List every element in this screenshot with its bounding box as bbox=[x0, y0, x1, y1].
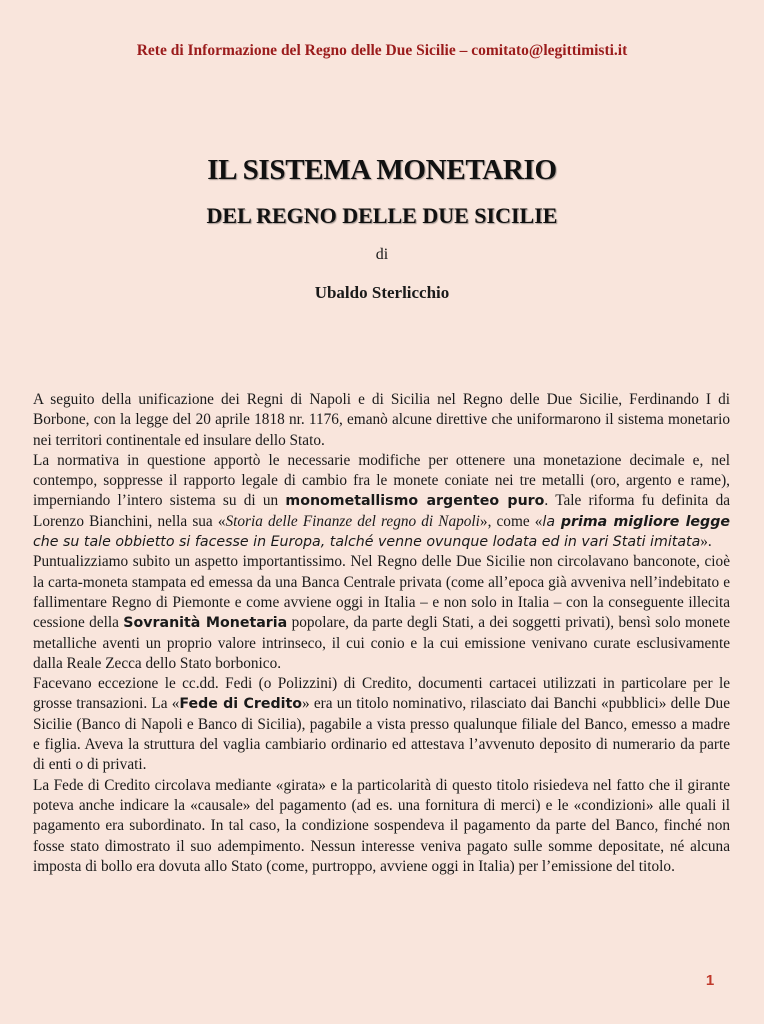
p2-text: ». bbox=[700, 533, 712, 551]
p2-text: », come « bbox=[479, 512, 543, 530]
page-number: 1 bbox=[705, 972, 715, 989]
p3-text: Puntualizziamo subito un aspetto importantissimo. Nel Regno delle Due Sicilie non circolavano banconote, cioè la carta-moneta stampata ed emessa da una Banca Centrale privata (come all’epoca già avveniva nell’indebitato e fallimentare Regno di Piemonte e come avviene oggi in Italia – e non solo in Italia – con la conseguente illecita cessione della bbox=[33, 553, 730, 632]
byline-di: di bbox=[375, 246, 389, 263]
document-title: IL SISTEMA MONETARIO bbox=[207, 154, 557, 186]
article-body bbox=[33, 390, 730, 877]
document-subtitle: DEL REGNO DELLE DUE SICILIE bbox=[206, 203, 558, 228]
p2-bold-phrase: monometallismo argenteo puro bbox=[285, 493, 545, 510]
paragraph-3 bbox=[33, 552, 730, 674]
author-name: Ubaldo Sterlicchio bbox=[314, 283, 450, 302]
p2-quote: che su tale obbietto si facesse in Europa, talché venne ovunque lodata ed in vari Stati imitata bbox=[33, 534, 701, 551]
page-header: Rete di Informazione del Regno delle Due Sicilie – comitato@legittimisti.it bbox=[136, 42, 628, 59]
paragraph-1: A seguito della unificazione dei Regni di Napoli e di Sicilia nel Regno delle Due Sicilie, Ferdinando I di Borbone, con la legge del 20 aprile 1818 nr. 1176, emanò alcune direttive che uniformarono il sistema monetario nei territori continentale ed insulare dello Stato. bbox=[33, 391, 730, 449]
p2-book-title: Storia delle Finanze del regno di Napoli bbox=[225, 512, 480, 530]
p4-bold-phrase: Fede di Credito bbox=[179, 696, 303, 713]
p3-text: popolare, da parte degli Stati, a dei soggetti privati), bensì solo monete metalliche aventi un proprio valore intrinseco, il cui conio e la cui emissione venivano curate esclusivamente dalla Reale Zecca dello Stato borbonico. bbox=[33, 614, 730, 672]
paragraph-2 bbox=[33, 451, 730, 552]
p2-quote-bold: prima migliore legge bbox=[560, 513, 730, 530]
p3-bold-phrase: Sovranità Monetaria bbox=[123, 615, 288, 632]
paragraph-5: La Fede di Credito circolava mediante «girata» e la particolarità di questo titolo risiedeva nel fatto che il girante poteva anche indicare la «causale» del pagamento (ad es. una fornitura di merci) e le «condizioni» alle quali il pagamento era subordinato. In tal caso, la condizione sospendeva il pagamento da parte del Banco, finché non fosse stato dimostrato il suo adempimento. Nessun interesse veniva pagato sulle somme depositate, né alcuna imposta di bollo era dovuta allo Stato (come, purtroppo, avviene oggi in Italia) per l’emissione del titolo. bbox=[33, 776, 730, 875]
p4-text: Facevano eccezione le cc.dd. Fedi (o Polizzini) di Credito, documenti cartacei utilizzati in particolare per le grosse transazioni. La « bbox=[33, 675, 730, 713]
paragraph-4 bbox=[33, 674, 730, 775]
p2-quote: la bbox=[542, 513, 561, 530]
p4-text: » era un titolo nominativo, rilasciato dai Banchi «pubblici» delle Due Sicilie (Banco di Napoli e Banco di Sicilia), pagabile a vista presso qualunque filiale del Banco, emesso a madre e figlia. Aveva la struttura del vaglia cambiario ordinario ed attestava l’avvenuto deposito di numerario da parte di enti o di privati. bbox=[33, 695, 730, 774]
p2-text: La normativa in questione apportò le necessarie modifiche per ottenere una monetazione decimale e, nel contempo, soppresse il rapporto legale di cambio fra le monete coniate nei tre metalli (oro, argento e rame), imperniando l’intero sistema su di un bbox=[33, 451, 730, 510]
p2-text: . Tale riforma fu definita da Lorenzo Bianchini, nella sua « bbox=[33, 492, 731, 530]
